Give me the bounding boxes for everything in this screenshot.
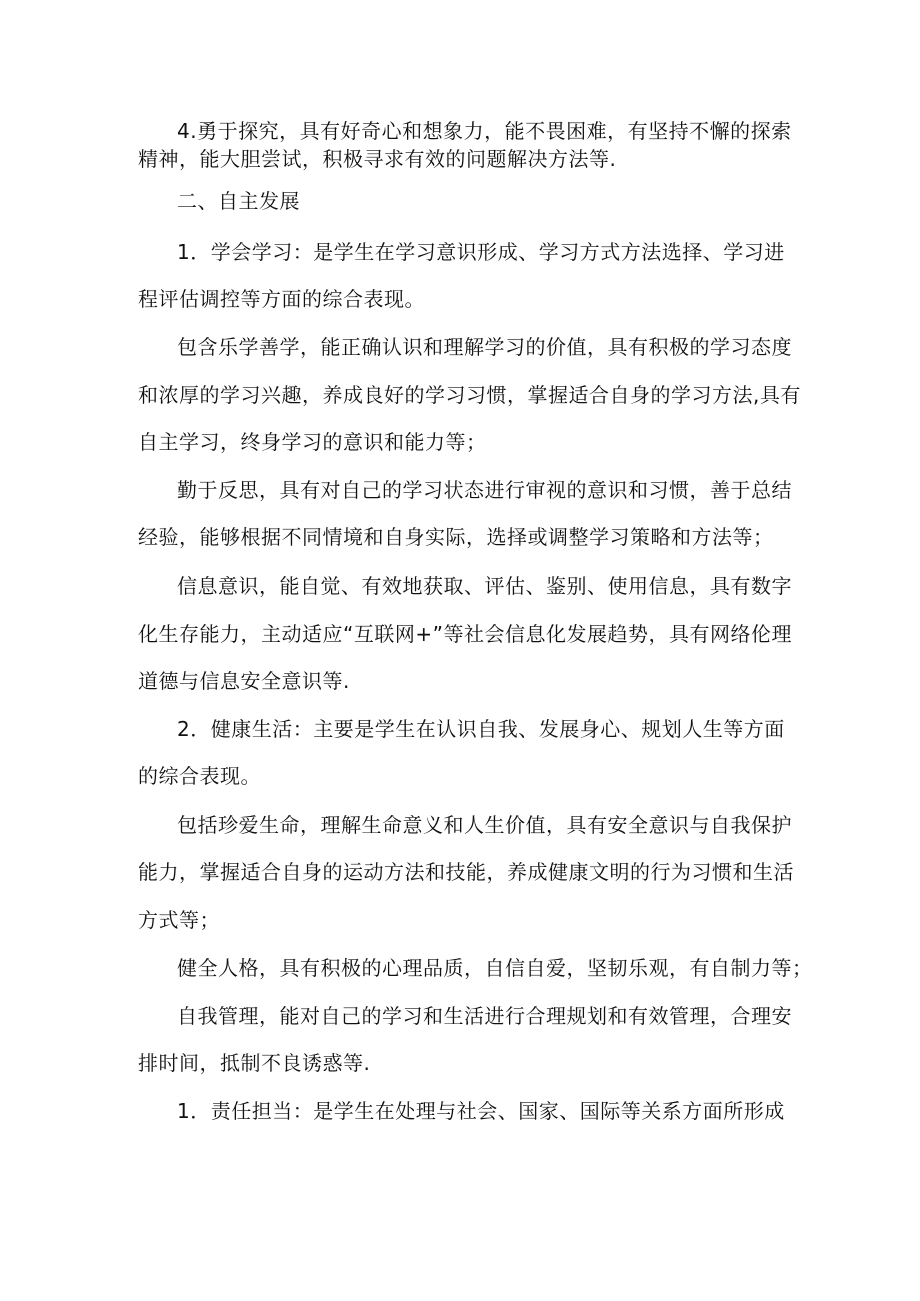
text-line: 1．责任担当：是学生在处理与社会、国家、国际等关系方面所形成 [177,1099,785,1123]
text-line: 和浓厚的学习兴趣，养成良好的学习习惯，掌握适合自身的学习方法,具有 [138,383,801,407]
text-line: 能力，掌握适合自身的运动方法和技能，养成健康文明的行为习惯和生活 [138,860,794,884]
text-line: 道德与信息安全意识等. [138,669,350,693]
text-line: 的综合表现。 [138,764,261,788]
text-line: 自主学习，终身学习的意识和能力等； [138,430,487,454]
text-line: 信息意识，能自觉、有效地获取、评估、鉴别、使用信息，具有数字 [177,574,792,598]
text-line: 勤于反思，具有对自己的学习状态进行审视的意识和习惯，善于总结 [177,478,792,502]
text-line: 精神，能大胆尝试，积极寻求有效的问题解决方法等. [138,147,617,171]
text-line: 1．学会学习：是学生在学习意识形成、学习方式方法选择、学习进 [177,240,785,264]
text-line: 排时间，抵制不良诱惑等. [138,1051,371,1075]
text-line: 包含乐学善学，能正确认识和理解学习的价值，具有积极的学习态度 [177,335,792,359]
text-line: 2．健康生活：主要是学生在认识自我、发展身心、规划人生等方面 [177,717,785,741]
section-heading: 二、自主发展 [177,189,300,213]
text-line: 化生存能力，主动适应“互联网+”等社会信息化发展趋势，具有网络伦理 [138,622,792,646]
text-line: 自我管理，能对自己的学习和生活进行合理规划和有效管理，合理安 [177,1004,792,1028]
text-line: 方式等； [138,908,220,932]
text-line: 4.勇于探究，具有好奇心和想象力，能不畏困难，有坚持不懈的探索 [177,119,792,143]
text-line: 健全人格，具有积极的心理品质，自信自爱，坚韧乐观，有自制力等； [177,956,813,980]
text-line: 经验，能够根据不同情境和自身实际，选择或调整学习策略和方法等； [138,525,774,549]
text-line: 程评估调控等方面的综合表现。 [138,287,425,311]
text-line: 包括珍爱生命，理解生命意义和人生价值，具有安全意识与自我保护 [177,813,792,837]
